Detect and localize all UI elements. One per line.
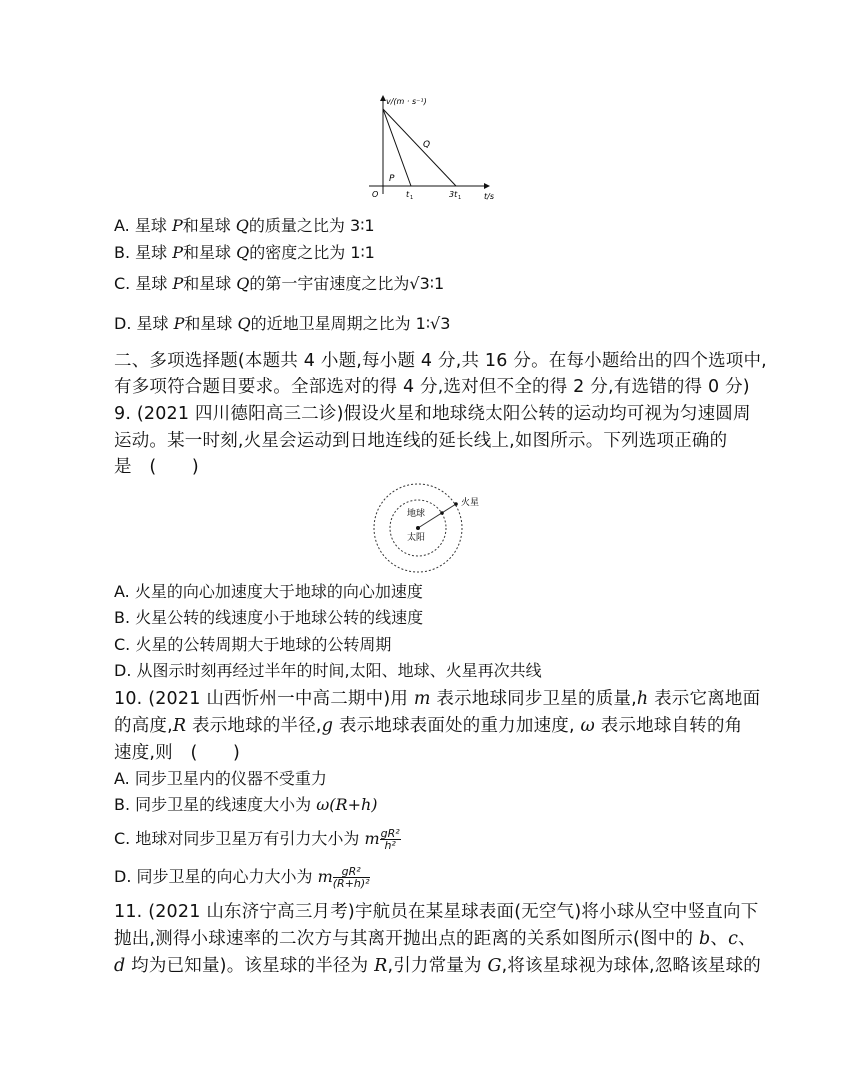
origin-label: O bbox=[372, 190, 379, 199]
q8-option-c: C. 星球 P和星球 Q的第一宇宙速度之比为√3∶1 bbox=[114, 274, 445, 293]
q9-option-d: D. 从图示时刻再经过半年的时间,太阳、地球、火星再次共线 bbox=[114, 661, 542, 680]
q11-line1: 11. (2021 山东济宁高三月考)宇航员在某星球表面(无空气)将小球从空中竖直向下 bbox=[114, 902, 759, 922]
q9-line2: 运动。某一时刻,火星会运动到日地连线的延长线上,如图所示。下列选项正确的 bbox=[114, 431, 728, 451]
q9-line3: 是 ( ) bbox=[114, 457, 199, 477]
q9-option-b: B. 火星公转的线速度小于地球公转的线速度 bbox=[114, 608, 424, 627]
tick-t1-sub: 1 bbox=[410, 195, 414, 201]
x-axis-label: t/s bbox=[484, 192, 494, 201]
tick-3t1: 3t bbox=[449, 190, 458, 199]
q10-line2: 的高度,R 表示地球的半径,g 表示地球表面处的重力加速度, ω 表示地球自转的角 bbox=[114, 716, 743, 736]
line-p bbox=[383, 109, 411, 186]
q10-line3: 速度,则 ( ) bbox=[114, 743, 241, 763]
q10-line1: 10. (2021 山西忻州一中高二期中)用 m 表示地球同步卫星的质量,h 表示它离地面 bbox=[114, 689, 761, 709]
q11-line3: d 均为已知量)。该星球的半径为 R,引力常量为 G,将该星球视为球体,忽略该星球的 bbox=[114, 956, 761, 976]
q9-option-a: A. 火星的向心加速度大于地球的向心加速度 bbox=[114, 582, 423, 601]
velocity-time-graph bbox=[364, 92, 504, 207]
tick-t1: t bbox=[406, 190, 410, 199]
q10-option-d: D. 同步卫星的向心力大小为 m $\frac{\text{gR²}}{\text{(R+h)²}}$ bbox=[114, 865, 370, 890]
label-q: Q bbox=[423, 140, 431, 150]
earth-label: 地球 bbox=[407, 509, 426, 519]
sun-label: 太阳 bbox=[407, 533, 426, 543]
section2-line2: 有多项符合题目要求。全部选对的得 4 分,选对但不全的得 2 分,有选错的得 0 分) bbox=[114, 377, 750, 397]
q8-option-a: A. 星球 P和星球 Q的质量之比为 3∶1 bbox=[114, 216, 375, 235]
q10-option-a: A. 同步卫星内的仪器不受重力 bbox=[114, 769, 327, 788]
sun-dot bbox=[416, 526, 420, 530]
mars-label: 火星 bbox=[461, 498, 480, 508]
tick-3t1-sub: 1 bbox=[458, 195, 462, 201]
q10-option-c: C. 地球对同步卫星万有引力大小为 m $\frac{\text{gR²}}{\text{h²}}$ bbox=[114, 827, 400, 852]
fraction-c: $\frac{\text{gR²}}{\text{h²}}$ bbox=[380, 827, 400, 852]
y-axis-label: v/(m · s⁻¹) bbox=[386, 97, 427, 106]
q8-option-b: B. 星球 P和星球 Q的密度之比为 1∶1 bbox=[114, 243, 375, 262]
label-p: P bbox=[389, 174, 395, 184]
q9-line1: 9. (2021 四川德阳高三二诊)假设火星和地球绕太阳公转的运动均可视为匀速圆周 bbox=[114, 404, 751, 424]
q9-option-c: C. 火星的公转周期大于地球的公转周期 bbox=[114, 635, 392, 654]
fraction-d: $\frac{\text{gR²}}{\text{(R+h)²}}$ bbox=[332, 865, 370, 890]
q8-option-d: D. 星球 P和星球 Q的近地卫星周期之比为 1∶√3 bbox=[114, 314, 451, 333]
orbit-diagram bbox=[370, 480, 500, 580]
q11-line2: 抛出,测得小球速率的二次方与其离开抛出点的距离的关系如图所示(图中的 b、c、 bbox=[114, 929, 756, 949]
section2-line1: 二、多项选择题(本题共 4 小题,每小题 4 分,共 16 分。在每小题给出的四个选项中, bbox=[114, 351, 767, 371]
q10-option-b: B. 同步卫星的线速度大小为 ω(R+h) bbox=[114, 795, 378, 814]
mars-dot bbox=[454, 502, 458, 506]
earth-dot bbox=[440, 511, 444, 515]
